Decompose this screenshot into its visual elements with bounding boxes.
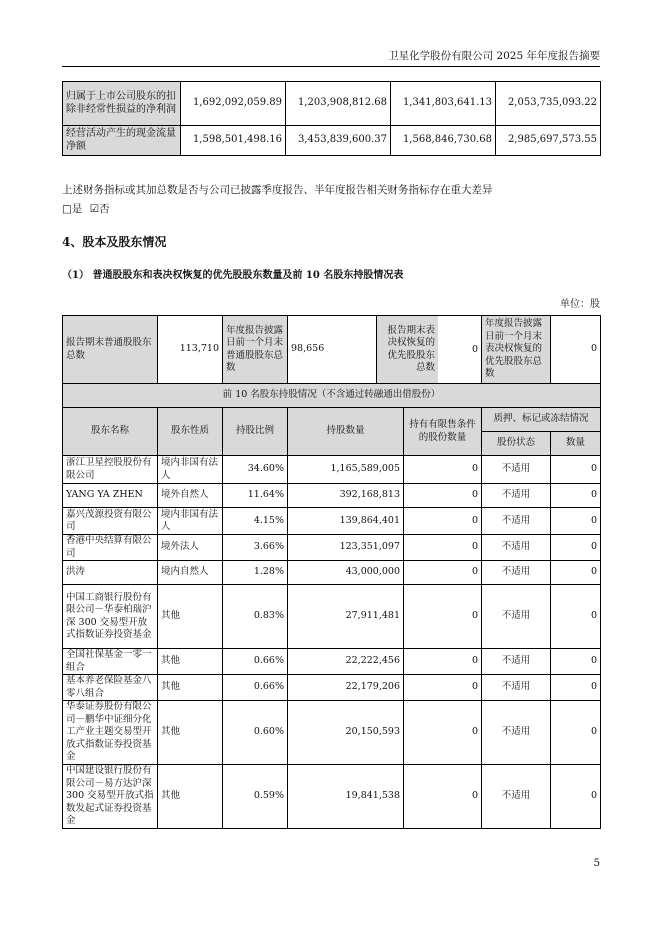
shareholder-restricted: 0: [404, 456, 482, 484]
shareholder-table: [62, 315, 601, 829]
summary-label-2: 年度报告披露日前一个月末普通股股东总数: [223, 316, 288, 384]
shareholder-status: 不适用: [482, 649, 551, 675]
shareholder-nature: 其他: [158, 701, 223, 765]
shareholder-qty: 20,150,593: [288, 701, 404, 765]
shareholder-restricted: 0: [404, 585, 482, 649]
col-pledge: 质押、标记或冻结情况: [482, 408, 601, 432]
top10-title: 前 10 名股东持股情况（不含通过转融通出借股份）: [63, 384, 601, 408]
table-row: [63, 508, 601, 535]
shareholder-ratio: 11.64%: [223, 484, 288, 508]
col-qty: 持股数量: [288, 408, 404, 456]
shareholder-nature: 境内非国有法人: [158, 508, 223, 535]
page-header: 卫星化学股份有限公司 2025 年年度报告摘要: [388, 50, 600, 62]
top10-title-row: [63, 384, 601, 408]
shareholder-nature: 其他: [158, 585, 223, 649]
shareholder-ratio: 0.83%: [223, 585, 288, 649]
shareholder-restricted: 0: [404, 649, 482, 675]
shareholder-status: 不适用: [482, 561, 551, 585]
summary-value-3-text: 0: [471, 343, 478, 355]
shareholder-nature: 其他: [158, 675, 223, 701]
table-row: [63, 561, 601, 585]
finance-table: [62, 81, 601, 156]
shareholder-count: 0: [551, 456, 601, 484]
shareholder-count: 0: [551, 675, 601, 701]
shareholder-name: 香港中央结算有限公司: [63, 535, 158, 561]
subsection-title: （1） 普通股股东和表决权恢复的优先股股东数量及前 10 名股东持股情况表: [62, 270, 404, 281]
shareholder-restricted: 0: [404, 561, 482, 585]
shareholder-qty: 22,179,206: [288, 675, 404, 701]
col-restricted: 持有有限售条件的股份数量: [404, 408, 482, 456]
col-nature: 股东性质: [158, 408, 223, 456]
table-row: [63, 649, 601, 675]
finance-q2: 3,453,839,600.37: [286, 126, 391, 156]
shareholder-nature: 境外法人: [158, 535, 223, 561]
shareholder-restricted: 0: [404, 701, 482, 765]
summary-label-1: 报告期末普通股股东总数: [63, 316, 158, 384]
shareholder-qty: 392,168,813: [288, 484, 404, 508]
col-ratio: 持股比例: [223, 408, 288, 456]
shareholder-status: 不适用: [482, 701, 551, 765]
finance-row: [63, 126, 601, 156]
shareholder-name: 全国社保基金一零一组合: [63, 649, 158, 675]
shareholder-status: 不适用: [482, 508, 551, 535]
shareholder-count: 0: [551, 535, 601, 561]
discrepancy-note: 上述财务指标或其加总数是否与公司已披露季度报告、半年度报告相关财务指标存在重大差异: [62, 184, 493, 196]
option-no[interactable]: ☑否: [89, 203, 110, 215]
shareholder-ratio: 0.66%: [223, 675, 288, 701]
finance-row: [63, 82, 601, 126]
discrepancy-options: [62, 201, 110, 216]
finance-q2: 1,203,908,812.68: [286, 82, 391, 126]
shareholder-count: 0: [551, 561, 601, 585]
summary-value-1: 113,710: [158, 316, 223, 384]
shareholder-name: 中国建设银行股份有限公司－易方达沪深 300 交易型开放式指数发起式证券投资基金: [63, 765, 158, 829]
shareholder-qty: 1,165,589,005: [288, 456, 404, 484]
summary-value-3: [387, 316, 482, 384]
finance-q4: 2,985,697,573.55: [496, 126, 601, 156]
shareholder-count: 0: [551, 765, 601, 829]
table-row: [63, 765, 601, 829]
shareholder-count: 0: [551, 701, 601, 765]
page-number: 5: [593, 858, 600, 869]
shareholder-count: 0: [551, 649, 601, 675]
shareholder-restricted: 0: [404, 765, 482, 829]
shareholder-status: 不适用: [482, 765, 551, 829]
summary-value-4: 0: [551, 316, 601, 384]
shareholder-name: 中国工商银行股份有限公司－华泰柏瑞沪深 300 交易型开放式指数证券投资基金: [63, 585, 158, 649]
shareholder-qty: 27,911,481: [288, 585, 404, 649]
shareholder-restricted: 0: [404, 484, 482, 508]
shareholder-nature: 境内自然人: [158, 561, 223, 585]
col-name: 股东名称: [63, 408, 158, 456]
shareholder-ratio: 3.66%: [223, 535, 288, 561]
shareholder-name: 基本养老保险基金八零八组合: [63, 675, 158, 701]
summary-value-2: 98,656: [288, 316, 404, 384]
shareholder-count: 0: [551, 585, 601, 649]
shareholder-count: 0: [551, 484, 601, 508]
unit-label: 单位：股: [560, 299, 600, 310]
finance-q3: 1,568,846,730.68: [391, 126, 496, 156]
shareholder-qty: 19,841,538: [288, 765, 404, 829]
shareholder-qty: 139,864,401: [288, 508, 404, 535]
shareholder-ratio: 34.60%: [223, 456, 288, 484]
finance-row-label: 经营活动产生的现金流量净额: [63, 126, 181, 156]
finance-q1: 1,598,501,498.16: [181, 126, 286, 156]
shareholder-restricted: 0: [404, 675, 482, 701]
shareholder-nature: 其他: [158, 765, 223, 829]
table-row: [63, 535, 601, 561]
shareholder-ratio: 0.60%: [223, 701, 288, 765]
summary-label-4: 年度报告披露日前一个月末表决权恢复的优先股股东总数: [482, 316, 551, 384]
shareholder-restricted: 0: [404, 535, 482, 561]
shareholder-status: 不适用: [482, 585, 551, 649]
shareholder-status: 不适用: [482, 675, 551, 701]
shareholder-status: 不适用: [482, 535, 551, 561]
shareholder-name: 浙江卫星控股股份有限公司: [63, 456, 158, 484]
col-status: 股份状态: [482, 432, 551, 456]
col-count: 数量: [551, 432, 601, 456]
shareholder-ratio: 0.59%: [223, 765, 288, 829]
shareholder-ratio: 0.66%: [223, 649, 288, 675]
finance-q1: 1,692,092,059.89: [181, 82, 286, 126]
shareholder-name: 洪涛: [63, 561, 158, 585]
header-divider: [62, 66, 600, 67]
shareholder-nature: 境内非国有法人: [158, 456, 223, 484]
shareholder-name: YANG YA ZHEN: [63, 484, 158, 508]
table-row: [63, 484, 601, 508]
shareholder-nature: 境外自然人: [158, 484, 223, 508]
shareholder-qty: 123,351,097: [288, 535, 404, 561]
shareholder-status: 不适用: [482, 484, 551, 508]
table-row: [63, 456, 601, 484]
option-yes[interactable]: □是: [62, 203, 83, 215]
finance-q4: 2,053,735,093.22: [496, 82, 601, 126]
column-header-row-1: [63, 408, 601, 432]
section-title: 4、股本及股东情况: [62, 235, 167, 249]
shareholder-name: 嘉兴茂源投资有限公司: [63, 508, 158, 535]
shareholder-count: 0: [551, 508, 601, 535]
summary-row: [63, 316, 601, 384]
table-row: [63, 675, 601, 701]
summary-label-3: 报告期末表决权恢复的优先股股东总数: [376, 316, 438, 383]
shareholder-ratio: 4.15%: [223, 508, 288, 535]
table-row: [63, 585, 601, 649]
finance-q3: 1,341,803,641.13: [391, 82, 496, 126]
shareholder-name: 华泰证券股份有限公司－鹏华中证细分化工产业主题交易型开放式指数证券投资基金: [63, 701, 158, 765]
shareholder-nature: 其他: [158, 649, 223, 675]
table-row: [63, 701, 601, 765]
finance-row-label: 归属于上市公司股东的扣除非经常性损益的净利润: [63, 82, 181, 126]
shareholder-ratio: 1.28%: [223, 561, 288, 585]
shareholder-qty: 43,000,000: [288, 561, 404, 585]
shareholder-restricted: 0: [404, 508, 482, 535]
shareholder-qty: 22,222,456: [288, 649, 404, 675]
shareholder-status: 不适用: [482, 456, 551, 484]
